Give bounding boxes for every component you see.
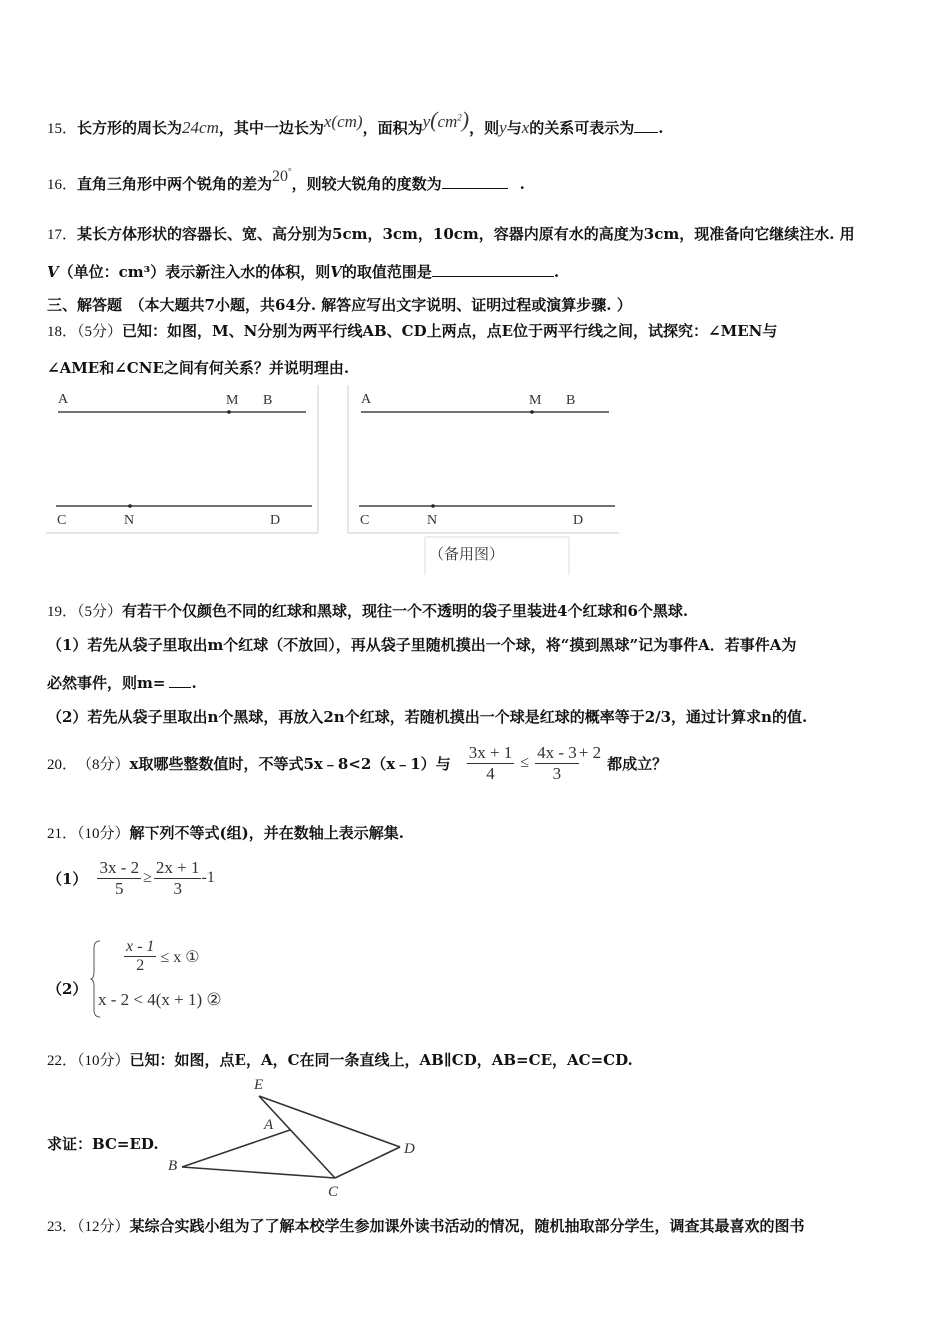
q20-text-2: 都成立？ [607,754,668,773]
q20-op: ≤ [520,754,530,771]
q19-number: 19． [47,604,78,620]
label-c-2: C [360,513,370,528]
q18-number: 18． [47,324,78,340]
q17-number: 17． [47,227,78,243]
question-23 [47,1215,805,1236]
q17-answer-blank[interactable] [432,262,554,277]
label-d: D [404,1141,415,1157]
q21-p2-den: 2 [136,957,145,974]
q15-number: 15． [47,121,78,137]
q19-line-1: 有若干个仅颜色不同的红球和黑球，现往一个不透明的袋子里装进4个红球和6个黑球. [122,602,689,620]
segment-bc [182,1167,335,1178]
q15-area-exp: 2 [457,112,462,123]
q19-score: （5分） [77,604,123,620]
q15-end: . [658,119,664,137]
question-22 [47,1049,633,1070]
q16-answer-blank[interactable] [442,174,508,189]
q21-p2-row-1-tail: ≤ x ① [160,948,200,966]
q21-p1-f2-den: 3 [173,878,182,898]
q21-number: 21． [47,826,78,842]
q21-p1-fraction-2 [154,858,202,899]
q19-part-1-line-1: （1）若先从袋子里取出m个红球（不放回），再从袋子里随机摸出一个球，将“摸到黑球”记为事件A．若事件A为 [47,636,797,654]
q20-f1-num: 3x + 1 [468,742,513,762]
q21-p2-row-1 [124,938,200,975]
q15-y: y [499,118,507,137]
question-15 [47,107,664,139]
q21-p2-row-2: x - 2 < 4(x + 1) ② [98,990,222,1009]
q23-score: （12分） [77,1219,130,1235]
q18-line-1: 已知：如图，M、N分别为两平行线AB、CD上两点，点E位于两平行线之间，试探究：∠MEN与 [122,322,778,340]
q15-area-unit: cm [437,112,458,131]
q17-end: . [553,263,560,281]
q15-text-2: ，其中一边长为 [218,119,324,137]
q17-v1: V [47,263,59,281]
label-c: C [57,513,67,528]
section-3-heading: 三、解答题 （本大题共7小题，共64分. 解答应写出文字说明、证明过程或演算步骤. ） [47,296,632,314]
q17-text-2: （单位：cm³）表示新注入水的体积，则 [58,263,331,281]
q19-part-2: （2）若先从袋子里取出n个黑球，再放入2n个红球，若随机摸出一个球是红球的概率等于2/3，通过计算求n的值. [47,708,808,726]
q21-p2-num: x - 1 [126,938,155,955]
label-c: C [328,1184,339,1200]
q17-v2: V [330,263,342,281]
label-d-2: D [573,513,584,528]
q20-f2-den: 3 [552,763,562,783]
q15-text-3: ，面积为 [362,119,423,137]
label-m: M [226,393,239,408]
point-m [227,410,231,414]
q21-p2-fraction [124,938,156,975]
q19-part-1-b: 必然事件，则m= [47,674,166,692]
q16-degree: ° [288,166,292,177]
q21-part-1 [47,853,215,903]
q15-answer-blank[interactable] [634,118,658,133]
q18-score: （5分） [77,324,123,340]
q18-figure-backup [347,385,623,577]
q15-text-5: 与 [506,119,522,137]
segment-ba [182,1130,290,1167]
q17-line-1: 某长方体形状的容器长、宽、高分别为5cm，3cm，10cm，容器内原有水的高度为3cm，现准备向它继续注水. 用 [77,225,855,243]
label-b: B [168,1158,178,1174]
question-17-line-1 [47,223,855,244]
question-18-line-2: ∠AME和∠CNE之间有何关系？并说明理由. [47,359,350,377]
q15-text-1: 长方形的周长为 [77,119,183,137]
point-n [128,504,132,508]
q15-text-6: 的关系可表示为 [529,119,635,137]
q15-area-var: y [422,112,431,131]
q23-number: 23． [47,1219,78,1235]
q15-area: $y(cm^2)$ [422,107,470,132]
q22-number: 22． [47,1053,78,1069]
q19-part-1-end: . [191,674,197,692]
q16-diff-value: 20 [272,168,289,185]
q21-p1-fraction-1 [97,858,141,899]
q16-text-1: 直角三角形中两个锐角的差为 [77,175,273,193]
label-b: B [263,393,273,408]
q16-diff [272,168,292,185]
q23-text-1: 某综合实践小组为了了解本校学生参加课外读书活动的情况，随机抽取部分学生，调查其最喜欢的图书 [129,1217,805,1235]
q21-p1-f1-den: 5 [115,878,124,898]
q20-fraction-1 [467,743,515,784]
question-18-line-1 [47,320,777,341]
q21-p1-f1-num: 3x - 2 [99,857,140,877]
q15-perimeter: 24cm [182,118,219,137]
q16-number: 16． [47,177,78,193]
q16-text-2: ，则较大锐角的度数为 [291,175,442,193]
point-n-2 [431,504,435,508]
label-n-2: N [427,513,438,528]
question-20 [47,740,667,786]
q20-number: 20． [47,756,78,773]
backup-caption: （备用图） [429,545,505,563]
question-16 [47,166,525,194]
q21-p1-f2-num: 2x + 1 [155,857,200,877]
segment-cd [335,1147,400,1178]
q22-text-1: 已知：如图，点E，A，C在同一条直线上，AB∥CD，AB=CE，AC=CD. [129,1051,633,1069]
q20-f2-num: 4x - 3 [537,742,577,762]
label-e: E [254,1077,264,1093]
label-n: N [124,513,135,528]
label-d: D [270,513,281,528]
question-19-line-1 [47,600,688,621]
q21-score: （10分） [77,826,130,842]
q15-side: x(cm) [323,112,363,131]
q20-text-1: x取哪些整数值时，不等式5x﹣8<2（x﹣1）与 [129,754,451,773]
question-17-line-2 [47,261,559,282]
q18-figure-main [44,385,320,537]
q22-score: （10分） [77,1053,130,1069]
q15-x: x [521,118,530,137]
q19-answer-blank[interactable] [169,673,191,688]
q16-end: . [519,175,525,193]
q21-p1-tail: -1 [201,869,215,886]
q22-figure [160,1070,430,1202]
question-21 [47,822,404,843]
label-a: A [58,392,69,407]
q17-text-3: 的取值范围是 [341,263,432,281]
q21-p1-label: （1） [47,869,88,888]
q15-text-4: ，则 [469,119,500,137]
label-a-2: A [361,392,372,407]
label-m-2: M [529,393,542,408]
label-b-2: B [566,393,576,408]
q20-score: （8分） [77,756,130,773]
q21-p2-label: （2） [47,980,88,998]
segment-ed [259,1096,400,1147]
q21-text-1: 解下列不等式(组)，并在数轴上表示解集. [129,824,404,842]
q20-plus: + 2 [578,743,602,762]
q21-p1-op: ≥ [143,869,152,886]
q19-part-1-line-2 [47,672,197,693]
q20-fraction-2 [535,743,579,784]
label-a: A [264,1117,274,1133]
point-m-2 [530,410,534,414]
q22-prove: 求证：BC=ED. [47,1135,159,1153]
q20-f1-den: 4 [486,763,495,783]
